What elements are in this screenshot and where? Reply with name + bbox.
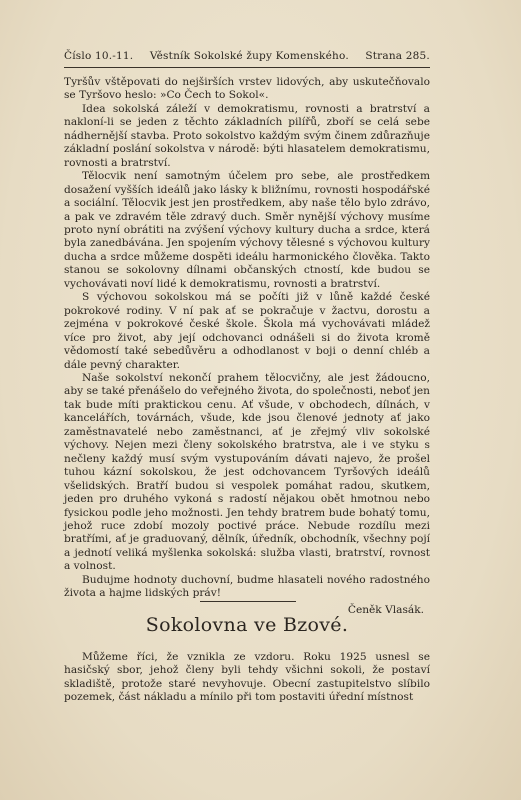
article-title: Sokolovna ve Bzové. bbox=[145, 614, 349, 636]
issue-number: Číslo 10.-11. bbox=[64, 50, 134, 62]
paragraph: Můžeme říci, že vznikla ze vzdoru. Roku 1925 usnesl se hasičský sbor, jehož členy byli tehdy všichni sokoli, že postaví skladiště, protože staré nevyhovuje. Obecní zastupitelstvo slíbilo pozemek, část nákladu a mínilo při tom postaviti úřední místnost bbox=[64, 651, 430, 704]
paragraph: Tyršův vštěpovati do nejširších vrstev lidových, aby uskutečňovalo se Tyršovo heslo: »Co Čech to Sokol«. bbox=[64, 76, 430, 102]
author-signature: Čeněk Vlasák. bbox=[347, 603, 424, 616]
running-header bbox=[64, 50, 430, 62]
paragraph: Budujme hodnoty duchovní, budme hlasateli nového radostného života a hajme lidských práv! bbox=[64, 573, 430, 600]
paragraph: Idea sokolská záleží v demokratismu, rovnosti a bratrství a nakloní-li se jeden z těchto základních pilířů, zboří se celá sebe nádhernější stavba. Proto sokolstvo každým svým činem zdůrazňuje základní poslání sokolstva v národě: býti hlasatelem demokratismu, rovnosti a bratrství. bbox=[64, 102, 430, 169]
page-number: Strana 285. bbox=[365, 50, 430, 62]
paragraph: S výchovou sokolskou má se počíti již v lůně každé české pokrokové rodiny. V ní pak ať se pokračuje v žactvu, dorostu a zejména v pokrokové české škole. Škola má vychovávati mládež více pro život, aby její odchovanci odnášeli si do života kromě vědomostí také sebedůvěru a odhodlanost v boji o denní chléb a dále pevný charakter. bbox=[64, 291, 430, 371]
article-body bbox=[64, 76, 430, 617]
journal-title: Věstník Sokolské župy Komenského. bbox=[149, 50, 349, 62]
header-rule bbox=[64, 67, 430, 68]
section-divider bbox=[200, 601, 296, 602]
article-body-2 bbox=[64, 651, 430, 705]
paragraph: Tělocvik není samotným účelem pro sebe, ale prostředkem dosažení vyšších ideálů jako lásky k bližnímu, rovnosti hospodářské a sociální. Tělocvik jest jen prostředkem, aby naše tělo bylo zdrávo, a pak ve zdravém těle zdravý duch. Směr nynější výchovy musíme proto nyní obrátiti na zvýšení výchovy kultury ducha a srdce, která byla zanedbávána. Jen spojením výchovy tělesné s výchovou kultury ducha a srdce můžeme dospěti ideálu harmonického člověka. Takto stanou se sokolovny dílnami občanských ctností, kde budou se vychovávati noví lidé k demokratismu, rovnosti a bratrství. bbox=[64, 170, 430, 290]
paragraph: Naše sokolství nekončí prahem tělocvičny, ale jest žádoucno, aby se také přenášelo do veřejného života, do společnosti, neboť jen tak bude míti praktickou cenu. Ať všude, v obchodech, dílnách, v kancelářích, továrnách, všude, kde jsou členové jednoty ať jako zaměstnavatelé nebo zaměstnanci, ať je zřejmý vliv sokolské výchovy. Nejen mezi členy sokolského bratrstva, ale i ve styku s nečleny každý musí svým vystupováním dávati najevo, že prošel tuhou kázní sokolskou, že jest odchovancem Tyršových ideálů všelidských. Bratří budou si vespolek pomáhat radou, skutkem, jeden pro druhého vykoná s radostí nějakou obět hmotnou nebo fysickou podle jeho možnosti. Jen tehdy bratrem bude bohatý tomu, jehož ruce zdobí mozoly poctivé práce. Nebude rozdílu mezi bratřími, ať je graduovaný, dělník, úředník, obchodník, všechny pojí a jednotí veliká myšlenka sokolská: služba vlasti, bratrství, rovnost a volnost. bbox=[64, 371, 430, 573]
